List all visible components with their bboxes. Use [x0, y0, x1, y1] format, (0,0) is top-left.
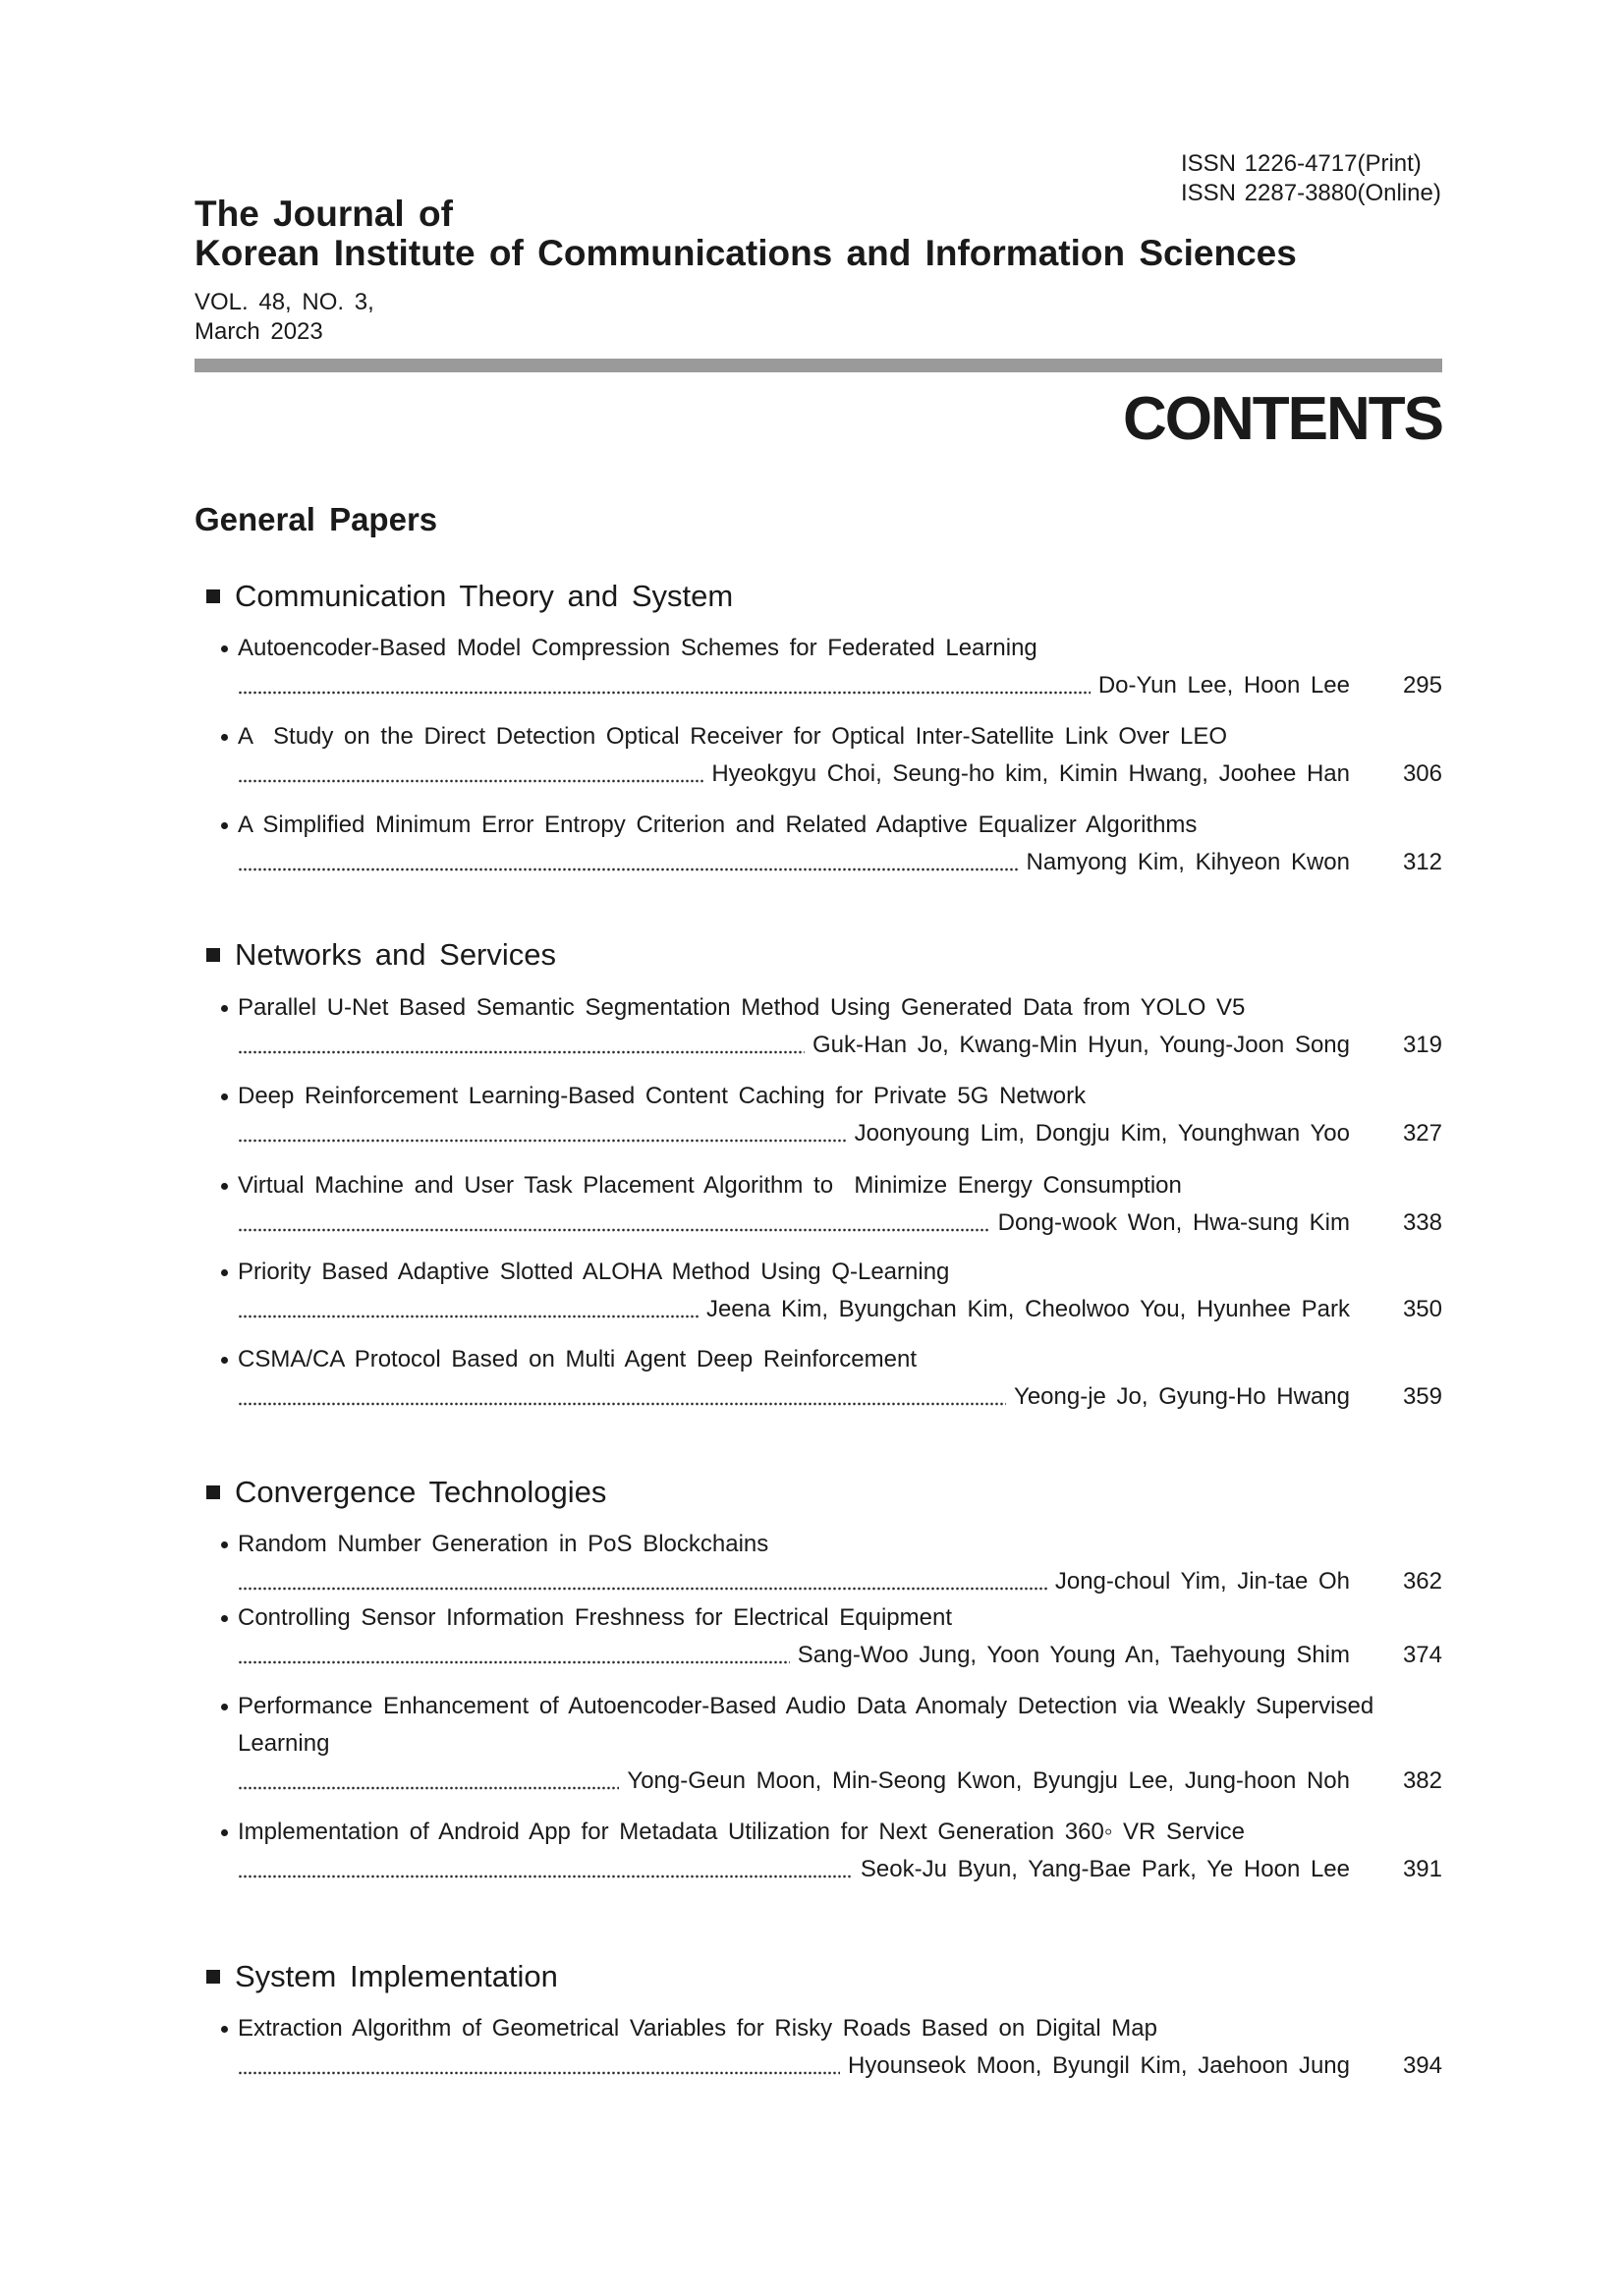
dot-leader	[238, 1786, 619, 1790]
paper-authors: Dong-wook Won, Hwa-sung Kim	[997, 1209, 1350, 1236]
page-number: 327	[1402, 1120, 1442, 1147]
journal-title-line-2: Korean Institute of Communications and Information Sciences	[195, 233, 1297, 273]
bullet-icon	[221, 2026, 228, 2033]
paper-entry	[238, 1814, 1442, 1888]
paper-byline	[238, 1763, 1442, 1800]
paper-title: Virtual Machine and User Task Placement Algorithm to Minimize Energy Consumption	[238, 1172, 1182, 1199]
paper-entry	[238, 1599, 1442, 1674]
paper-title: Performance Enhancement of Autoencoder-Based Audio Data Anomaly Detection via Weakly Supervised Learning	[238, 1693, 1374, 1757]
issue-date: March 2023	[195, 318, 323, 345]
paper-authors: Jong-choul Yim, Jin-tae Oh	[1054, 1568, 1350, 1595]
paper-byline	[238, 1204, 1442, 1242]
section-title: Communication Theory and System	[235, 579, 734, 613]
paper-authors: Joonyoung Lim, Dongju Kim, Younghwan Yoo	[854, 1120, 1350, 1147]
paper-byline	[238, 1115, 1442, 1152]
paper-authors: Jeena Kim, Byungchan Kim, Cheolwoo You, Hyunhee Park	[705, 1296, 1350, 1322]
bullet-icon	[221, 1541, 228, 1548]
paper-byline	[238, 2047, 1442, 2085]
black-square-icon	[206, 948, 220, 962]
bullet-icon	[221, 822, 228, 829]
page-number: 306	[1402, 760, 1442, 787]
paper-title: CSMA/CA Protocol Based on Multi Agent Deep Reinforcement	[238, 1346, 917, 1372]
paper-authors: Yong-Geun Moon, Min-Seong Kwon, Byungju Lee, Jung-hoon Noh	[627, 1767, 1350, 1794]
contents-heading: CONTENTS	[1123, 385, 1442, 453]
section-heading	[206, 933, 1385, 977]
paper-entry	[238, 1688, 1442, 1800]
black-square-icon	[206, 1970, 220, 1984]
black-square-icon	[206, 589, 220, 603]
paper-authors: Namyong Kim, Kihyeon Kwon	[1026, 849, 1350, 875]
paper-title: A Simplified Minimum Error Entropy Criterion and Related Adaptive Equalizer Algorithms	[238, 812, 1198, 838]
bullet-icon	[221, 1183, 228, 1190]
paper-entry	[238, 1167, 1442, 1242]
dot-leader	[238, 779, 703, 783]
dot-leader	[238, 691, 1091, 695]
bullet-icon	[221, 1005, 228, 1012]
header-rule	[195, 359, 1442, 372]
page-number: 359	[1402, 1383, 1442, 1410]
bullet-icon	[221, 734, 228, 741]
paper-byline	[238, 1851, 1442, 1888]
page-number: 338	[1402, 1209, 1442, 1236]
page-number: 382	[1402, 1767, 1442, 1794]
dot-leader	[238, 1402, 1006, 1406]
page-number: 319	[1402, 1032, 1442, 1058]
issn-print: ISSN 1226-4717(Print)	[1181, 150, 1422, 177]
paper-authors: Guk-Han Jo, Kwang-Min Hyun, Young-Joon Song	[812, 1032, 1350, 1058]
page-number: 362	[1402, 1568, 1442, 1595]
paper-byline	[238, 667, 1442, 704]
page-number: 391	[1402, 1856, 1442, 1882]
paper-byline	[238, 1378, 1442, 1416]
paper-byline	[238, 1291, 1442, 1328]
dot-leader	[238, 1587, 1047, 1591]
issn-online: ISSN 2287-3880(Online)	[1181, 180, 1441, 206]
bullet-icon	[221, 1269, 228, 1276]
volume-issue: VOL. 48, NO. 3,	[195, 289, 374, 315]
paper-byline	[238, 1637, 1442, 1674]
paper-authors: Yeong-je Jo, Gyung-Ho Hwang	[1014, 1383, 1350, 1410]
paper-entry	[238, 1341, 1442, 1416]
paper-authors: Sang-Woo Jung, Yoon Young An, Taehyoung Shim	[797, 1642, 1350, 1668]
section-title: Convergence Technologies	[235, 1475, 607, 1509]
paper-byline	[238, 1027, 1442, 1064]
paper-title: A Study on the Direct Detection Optical Receiver for Optical Inter-Satellite Link Over LEO	[238, 723, 1228, 750]
paper-entry	[238, 989, 1442, 1064]
dot-leader	[238, 2071, 840, 2075]
dot-leader	[238, 1660, 790, 1664]
paper-title: Parallel U-Net Based Semantic Segmentation Method Using Generated Data from YOLO V5	[238, 994, 1246, 1021]
paper-authors: Hyounseok Moon, Byungil Kim, Jaehoon Jung	[848, 2052, 1350, 2079]
paper-entry	[238, 807, 1442, 881]
paper-title: Priority Based Adaptive Slotted ALOHA Method Using Q-Learning	[238, 1259, 950, 1285]
bullet-icon	[221, 1704, 228, 1710]
paper-title: Random Number Generation in PoS Blockchains	[238, 1531, 769, 1557]
paper-authors: Seok-Ju Byun, Yang-Bae Park, Ye Hoon Lee	[860, 1856, 1350, 1882]
dot-leader	[238, 868, 1019, 871]
paper-entry	[238, 1254, 1442, 1328]
dot-leader	[238, 1139, 847, 1143]
paper-entry	[238, 718, 1442, 793]
black-square-icon	[206, 1485, 220, 1499]
paper-byline	[238, 756, 1442, 793]
bullet-icon	[221, 1829, 228, 1836]
paper-entry	[238, 630, 1442, 704]
bullet-icon	[221, 1093, 228, 1100]
paper-byline	[238, 1563, 1442, 1600]
section-heading	[206, 1471, 1385, 1514]
bullet-icon	[221, 1615, 228, 1622]
section-heading	[206, 1955, 1385, 1998]
page-number: 295	[1402, 672, 1442, 699]
dot-leader	[238, 1050, 805, 1054]
section-heading	[206, 575, 1385, 618]
paper-title: Autoencoder-Based Model Compression Schemes for Federated Learning	[238, 635, 1037, 661]
page-number: 394	[1402, 2052, 1442, 2079]
dot-leader	[238, 1875, 853, 1878]
bullet-icon	[221, 1357, 228, 1364]
bullet-icon	[221, 645, 228, 652]
paper-authors: Do-Yun Lee, Hoon Lee	[1097, 672, 1350, 699]
page-number: 374	[1402, 1642, 1442, 1668]
paper-entry	[238, 1078, 1442, 1152]
section-title: System Implementation	[235, 1959, 558, 1993]
paper-title: Deep Reinforcement Learning-Based Content Caching for Private 5G Network	[238, 1083, 1087, 1109]
dot-leader	[238, 1228, 990, 1232]
paper-entry	[238, 1526, 1442, 1600]
paper-entry	[238, 2010, 1442, 2085]
dot-leader	[238, 1315, 699, 1318]
category-heading: General Papers	[195, 501, 438, 537]
section-title: Networks and Services	[235, 937, 557, 972]
journal-title-line-1: The Journal of	[195, 194, 453, 234]
paper-authors: Hyeokgyu Choi, Seung-ho kim, Kimin Hwang, Joohee Han	[711, 760, 1350, 787]
paper-title: Implementation of Android App for Metadata Utilization for Next Generation 360◦ VR Service	[238, 1819, 1246, 1845]
paper-title: Controlling Sensor Information Freshness for Electrical Equipment	[238, 1604, 952, 1631]
paper-byline	[238, 844, 1442, 881]
page-number: 312	[1402, 849, 1442, 875]
page-number: 350	[1402, 1296, 1442, 1322]
paper-title: Extraction Algorithm of Geometrical Variables for Risky Roads Based on Digital Map	[238, 2015, 1157, 2042]
